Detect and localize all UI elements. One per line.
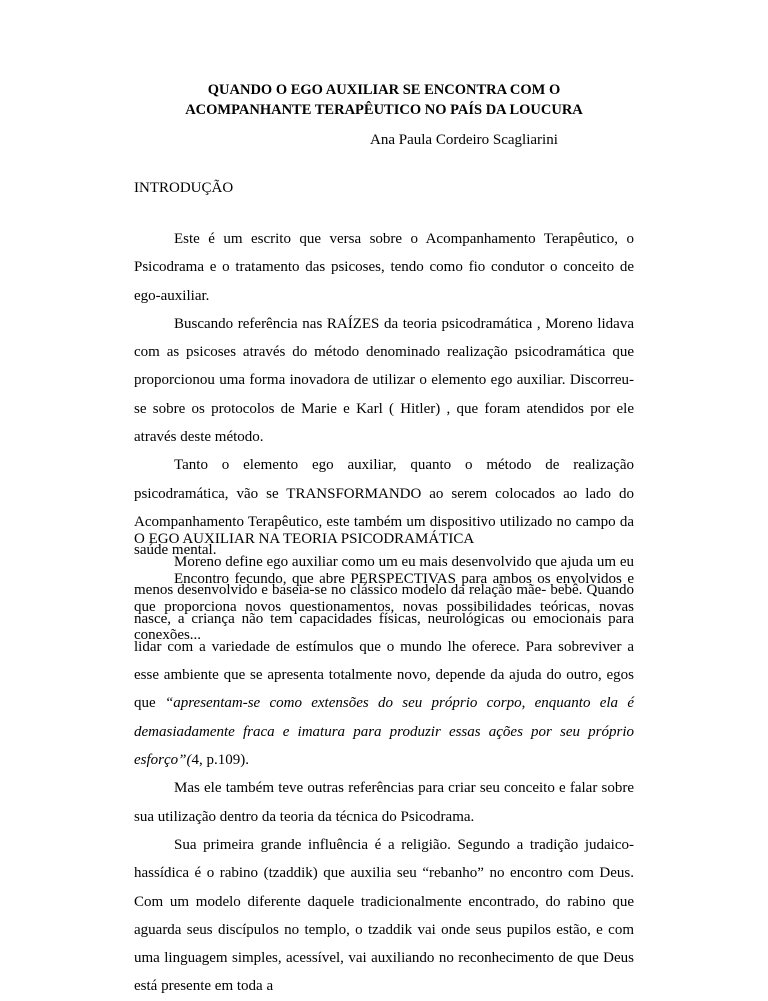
paragraph <box>134 548 634 774</box>
title-line-2: ACOMPANHANTE TERAPÊUTICO NO PAÍS DA LOUCURA <box>185 102 583 118</box>
paragraph: Mas ele também teve outras referências para criar seu conceito e falar sobre sua utilização dentro da teoria da técnica do Psicodrama. <box>134 780 634 825</box>
paragraph: Tanto o elemento ego auxiliar, quanto o método de realização psicodramática, vão se TRANSFORMANDO ao serem colocados ao lado do Acompanhamento Terapêutico, este também um dispositivo utilizado no campo da saúde mental. <box>134 457 634 559</box>
section-heading-introducao: INTRODUÇÃO <box>134 180 234 196</box>
citation-text: 4, p.109). <box>191 752 249 769</box>
author-name: Ana Paula Cordeiro Scagliarini <box>370 132 558 148</box>
paragraph: Buscando referência nas RAÍZES da teoria psicodramática , Moreno lidava com as psicoses através do método denominado realização psicodramática que proporcionou uma forma inovadora de utilizar o elemento ego auxiliar. Discorreu-se sobre os protocolos de Marie e Karl ( Hitler) , que foram atendidos por ele através deste método. <box>134 315 634 446</box>
quote-text: “apresentam-se como extensões do seu próprio corpo, enquanto ela é demasiadamente fraca e imatura para produzir essas ações por seu próprio esforço”( <box>134 695 634 769</box>
section-heading-ego-auxiliar: O EGO AUXILIAR NA TEORIA PSICODRAMÁTICA <box>134 531 475 547</box>
paragraph: Encontro fecundo, que abre PERSPECTIVAS para ambos os envolvidos e que proporciona novos questionamentos, novas possibilidades teóricas, novas conexões... <box>134 570 634 644</box>
paragraph: Sua primeira grande influência é a religião. Segundo a tradição judaico-hassídica é o rabino (tzaddik) que auxilia seu “rebanho” no encontro com Deus. Com um modelo diferente daquele tradicionalmente encontrado, do rabino que aguarda seus discípulos no templo, o tzaddik vai onde seus pupilos estão, e com uma linguagem simples, acessível, vai auxiliando no reconhecimento de que Deus está presente em toda a <box>134 836 634 995</box>
paragraph: Este é um escrito que versa sobre o Acompanhamento Terapêutico, o Psicodrama e o tratamento das psicoses, tendo como fio condutor o conceito de ego-auxiliar. <box>134 231 634 304</box>
title-line-1: QUANDO O EGO AUXILIAR SE ENCONTRA COM O <box>207 82 561 98</box>
paragraph-text: Moreno define ego auxiliar como um eu mais desenvolvido que ajuda um eu menos desenvolvido e baseia-se no clássico modelo da relação mãe- bebê. Quando nasce, a criança não tem capacidades físicas, neurológicas ou emocionais para lidar com a variedade de estímulos que o mundo lhe oferece. Para sobreviver a esse ambiente que se apresenta totalmente novo, depende da ajuda do outro, egos que <box>134 554 634 712</box>
section-body-ego-auxiliar <box>134 548 634 1001</box>
document-title <box>130 80 638 120</box>
